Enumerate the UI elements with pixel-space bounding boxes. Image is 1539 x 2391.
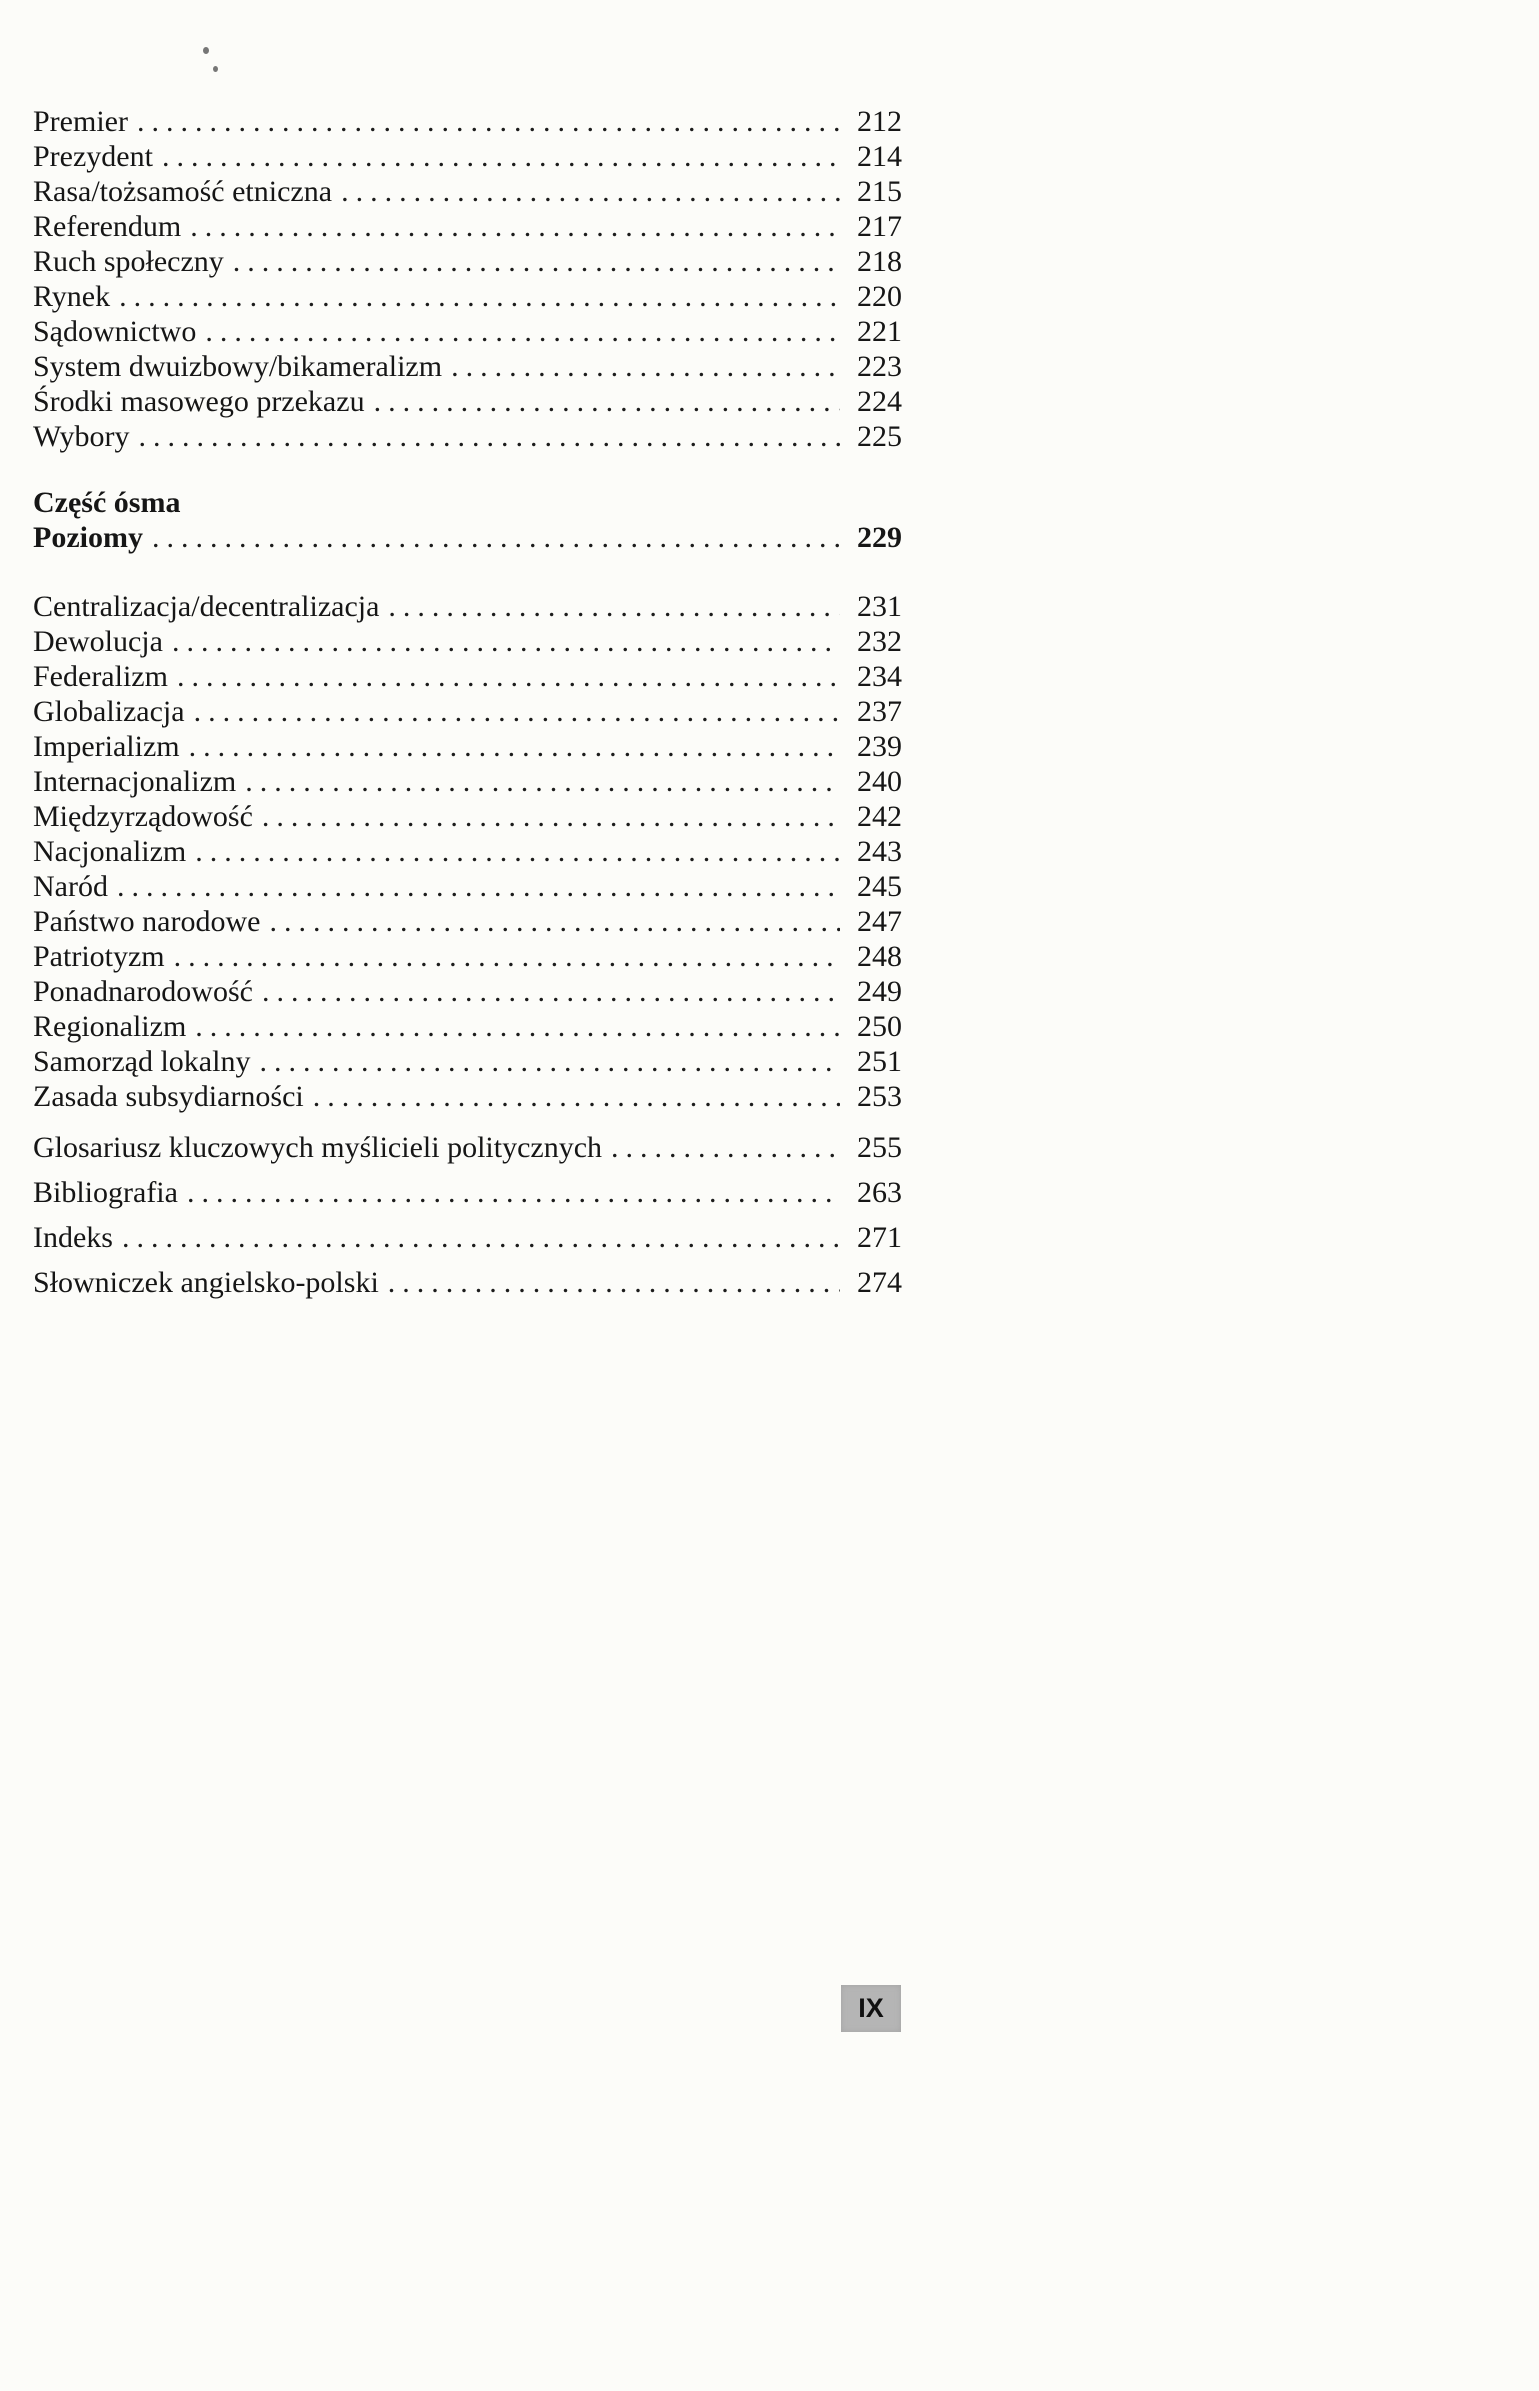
toc-entry-title: System dwuizbowy/bikameralizm bbox=[33, 350, 443, 383]
toc-entry-title: Wybory bbox=[33, 420, 130, 453]
toc-entry bbox=[33, 834, 902, 869]
toc-entry-page: 239 bbox=[857, 730, 902, 763]
dot-leader bbox=[119, 279, 840, 314]
toc-entry-page: 212 bbox=[857, 105, 902, 138]
scan-artifact bbox=[203, 47, 209, 54]
dot-leader bbox=[137, 104, 840, 139]
toc-section-part-eight bbox=[33, 485, 902, 555]
toc-entry-page: 215 bbox=[857, 175, 902, 208]
dot-leader bbox=[262, 799, 840, 834]
toc-entry-page: 240 bbox=[857, 765, 902, 798]
toc-entry bbox=[33, 729, 902, 764]
toc-entry-page: 248 bbox=[857, 940, 902, 973]
toc-entry-title: Ponadnarodowość bbox=[33, 975, 253, 1008]
toc-entry bbox=[33, 1009, 902, 1044]
toc-entry-page: 250 bbox=[857, 1010, 902, 1043]
toc-entry bbox=[33, 1079, 902, 1114]
toc-entry-page: 218 bbox=[857, 245, 902, 278]
dot-leader bbox=[117, 869, 840, 904]
toc-entry bbox=[33, 799, 902, 834]
toc-entry bbox=[33, 209, 902, 244]
dot-leader bbox=[341, 174, 840, 209]
toc-entry-title: Ruch społeczny bbox=[33, 245, 224, 278]
toc-section-back-matter bbox=[33, 1130, 902, 1300]
toc-entry-title: Glosariusz kluczowych myślicieli politycznych bbox=[33, 1131, 603, 1164]
toc-entry-title: Dewolucja bbox=[33, 625, 163, 658]
toc-entry bbox=[33, 520, 902, 555]
toc-entry-title: Państwo narodowe bbox=[33, 905, 261, 938]
toc-entry-title: Premier bbox=[33, 105, 128, 138]
toc-entry bbox=[33, 974, 902, 1009]
toc-entry-title: Poziomy bbox=[33, 521, 143, 554]
toc-entry bbox=[33, 419, 902, 454]
toc-entry-page: 271 bbox=[857, 1221, 902, 1254]
toc-entry-page: 231 bbox=[857, 590, 902, 623]
toc-entry-page: 232 bbox=[857, 625, 902, 658]
part-heading: Część ósma bbox=[33, 486, 181, 519]
dot-leader bbox=[174, 939, 840, 974]
toc-content bbox=[33, 104, 902, 1300]
toc-entry-page: 251 bbox=[857, 1045, 902, 1078]
dot-leader bbox=[205, 314, 840, 349]
dot-leader bbox=[611, 1130, 840, 1165]
dot-leader bbox=[195, 1009, 840, 1044]
toc-entry-title: Referendum bbox=[33, 210, 182, 243]
dot-leader bbox=[388, 589, 840, 624]
dot-leader bbox=[388, 1265, 840, 1300]
toc-entry-title: Słowniczek angielsko-polski bbox=[33, 1266, 379, 1299]
dot-leader bbox=[374, 384, 840, 419]
toc-section-continued-entries bbox=[33, 104, 902, 454]
toc-entry-page: 247 bbox=[857, 905, 902, 938]
toc-entry-title: Patriotyzm bbox=[33, 940, 165, 973]
toc-entry bbox=[33, 174, 902, 209]
toc-entry-page: 263 bbox=[857, 1176, 902, 1209]
dot-leader bbox=[194, 694, 840, 729]
toc-entry bbox=[33, 659, 902, 694]
dot-leader bbox=[259, 1044, 840, 1079]
toc-entry-page: 225 bbox=[857, 420, 902, 453]
toc-entry bbox=[33, 104, 902, 139]
toc-entry-title: Imperializm bbox=[33, 730, 180, 763]
toc-entry-title: Internacjonalizm bbox=[33, 765, 237, 798]
toc-entry-page: 221 bbox=[857, 315, 902, 348]
toc-entry-page: 249 bbox=[857, 975, 902, 1008]
dot-leader bbox=[262, 974, 840, 1009]
toc-entry bbox=[33, 1175, 902, 1210]
toc-entry bbox=[33, 869, 902, 904]
toc-entry bbox=[33, 764, 902, 799]
dot-leader bbox=[187, 1175, 840, 1210]
toc-entry-title: Międzyrządowość bbox=[33, 800, 253, 833]
toc-entry-title: Rasa/tożsamość etniczna bbox=[33, 175, 333, 208]
dot-leader bbox=[172, 624, 840, 659]
dot-leader bbox=[451, 349, 840, 384]
dot-leader bbox=[233, 244, 840, 279]
toc-entry-title: Prezydent bbox=[33, 140, 153, 173]
dot-leader bbox=[162, 139, 840, 174]
toc-entry-page: 220 bbox=[857, 280, 902, 313]
toc-entry bbox=[33, 349, 902, 384]
dot-leader bbox=[245, 764, 840, 799]
toc-entry-page: 214 bbox=[857, 140, 902, 173]
toc-entry-page: 243 bbox=[857, 835, 902, 868]
toc-entry-title: Indeks bbox=[33, 1221, 113, 1254]
dot-leader bbox=[195, 834, 840, 869]
toc-entry-title: Bibliografia bbox=[33, 1176, 178, 1209]
toc-entry bbox=[33, 589, 902, 624]
toc-entry-page: 229 bbox=[857, 521, 902, 554]
dot-leader bbox=[190, 209, 840, 244]
toc-entry bbox=[33, 314, 902, 349]
toc-entry bbox=[33, 624, 902, 659]
toc-entry-page: 217 bbox=[857, 210, 902, 243]
toc-entry-title: Regionalizm bbox=[33, 1010, 187, 1043]
dot-leader bbox=[269, 904, 840, 939]
toc-entry-title: Naród bbox=[33, 870, 108, 903]
toc-entry bbox=[33, 1220, 902, 1255]
toc-entry bbox=[33, 1130, 902, 1165]
dot-leader bbox=[313, 1079, 840, 1114]
toc-entry-title: Rynek bbox=[33, 280, 111, 313]
toc-entry bbox=[33, 939, 902, 974]
toc-entry bbox=[33, 694, 902, 729]
toc-entry-page: 245 bbox=[857, 870, 902, 903]
toc-entry-title: Sądownictwo bbox=[33, 315, 197, 348]
toc-entry-page: 237 bbox=[857, 695, 902, 728]
toc-entry bbox=[33, 1044, 902, 1079]
dot-leader bbox=[139, 419, 840, 454]
toc-entry-page: 234 bbox=[857, 660, 902, 693]
dot-leader bbox=[189, 729, 840, 764]
scan-artifact bbox=[213, 66, 218, 72]
page-number-badge: IX bbox=[841, 1985, 901, 2032]
toc-entry bbox=[33, 1265, 902, 1300]
toc-entry bbox=[33, 904, 902, 939]
toc-entry bbox=[33, 139, 902, 174]
dot-leader bbox=[177, 659, 840, 694]
toc-entry-page: 255 bbox=[857, 1131, 902, 1164]
toc-entry-title: Nacjonalizm bbox=[33, 835, 187, 868]
toc-entry-page: 274 bbox=[857, 1266, 902, 1299]
toc-entry bbox=[33, 279, 902, 314]
toc-entry bbox=[33, 384, 902, 419]
toc-entry-page: 253 bbox=[857, 1080, 902, 1113]
toc-entry-title: Zasada subsydiarności bbox=[33, 1080, 304, 1113]
toc-entry-title: Centralizacja/decentralizacja bbox=[33, 590, 380, 623]
toc-entry bbox=[33, 244, 902, 279]
toc-entry-title: Samorząd lokalny bbox=[33, 1045, 251, 1078]
toc-entry-page: 224 bbox=[857, 385, 902, 418]
toc-section-part-eight-terms bbox=[33, 589, 902, 1114]
dot-leader bbox=[122, 1220, 840, 1255]
toc-entry-title: Globalizacja bbox=[33, 695, 185, 728]
toc-entry-title: Środki masowego przekazu bbox=[33, 385, 365, 418]
toc-entry-title: Federalizm bbox=[33, 660, 168, 693]
toc-entry-page: 223 bbox=[857, 350, 902, 383]
toc-entry-page: 242 bbox=[857, 800, 902, 833]
dot-leader bbox=[152, 520, 840, 555]
